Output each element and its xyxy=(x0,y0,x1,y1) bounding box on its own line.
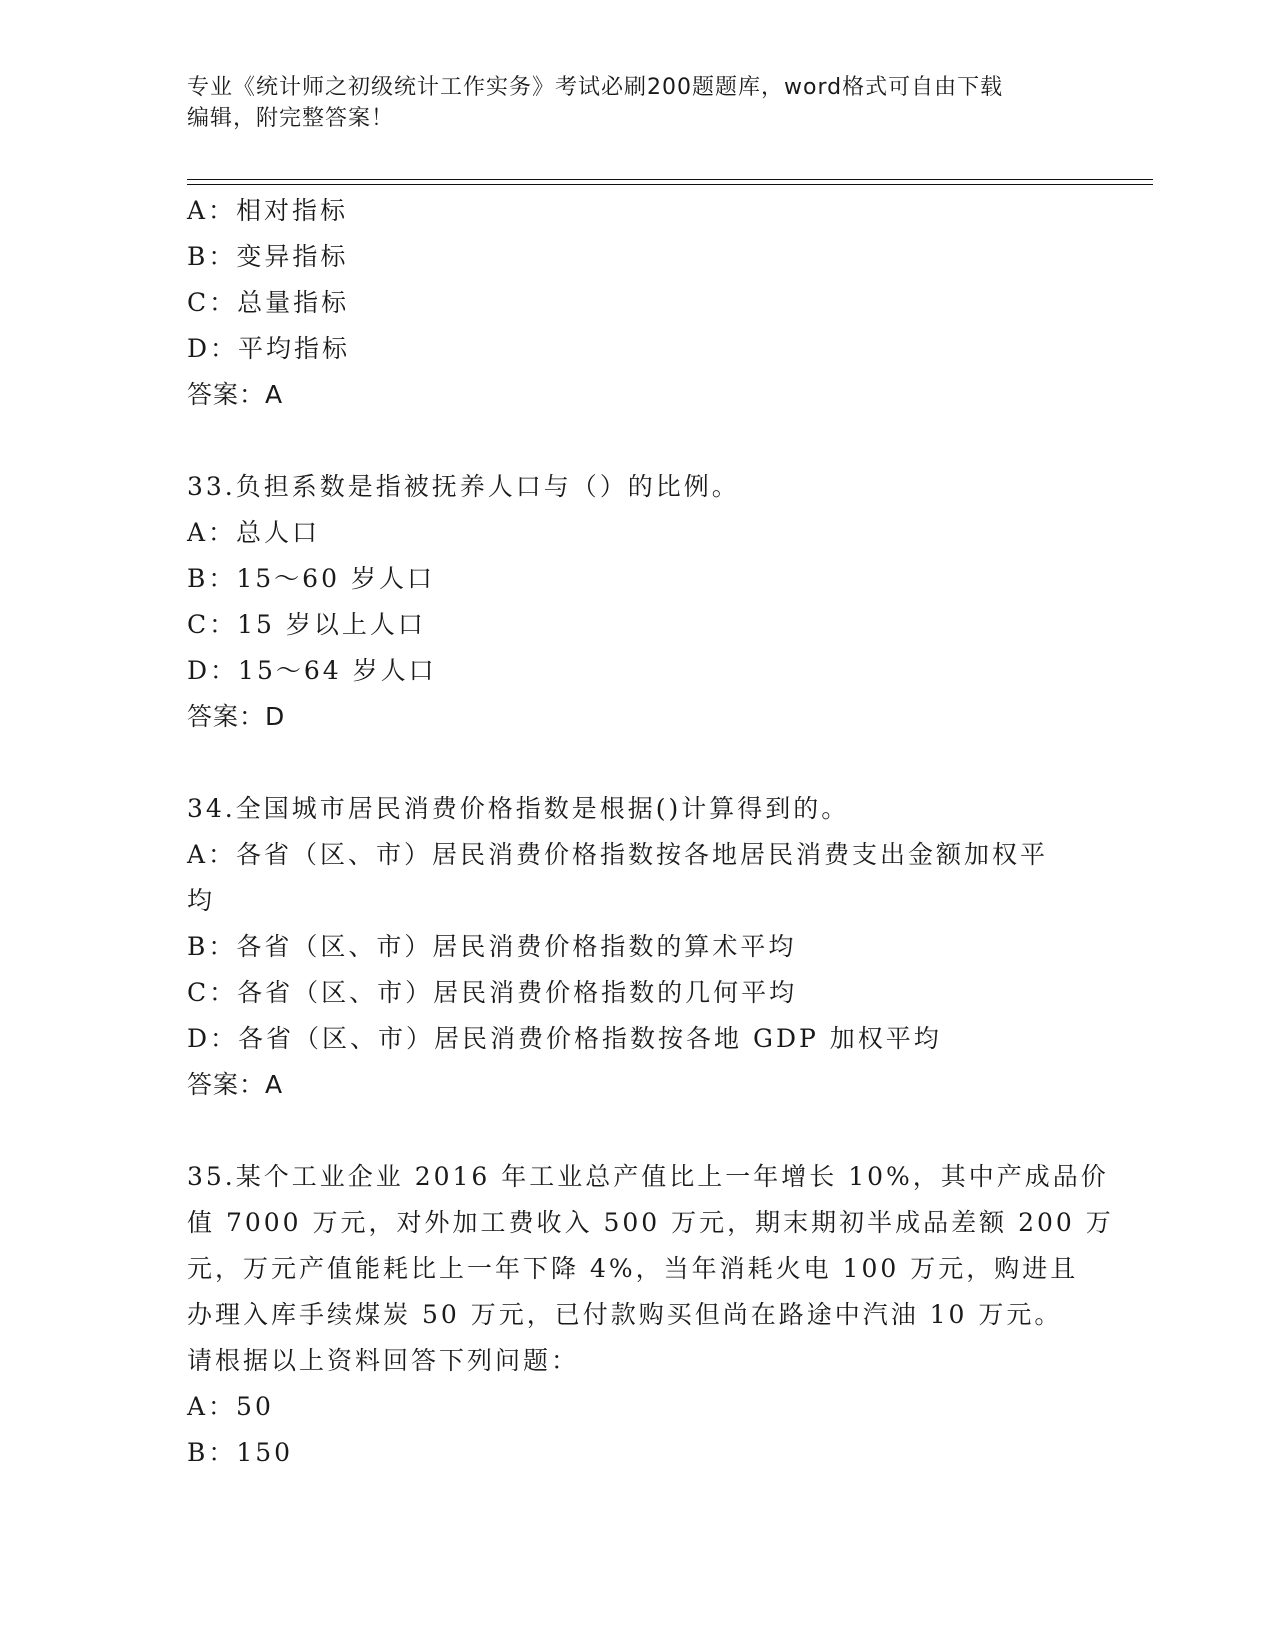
question-text: 33.负担系数是指被抚养人口与（）的比例。 xyxy=(187,472,740,501)
option-d: D：15～64 岁人口 xyxy=(187,656,437,685)
answer: 答案：A xyxy=(187,1070,284,1099)
question-35 xyxy=(187,1154,1114,1476)
option-a: A：总人口 xyxy=(187,518,321,547)
option-a: A：相对指标 xyxy=(187,196,349,225)
option-b: B：各省（区、市）居民消费价格指数的算术平均 xyxy=(187,932,797,961)
option-d: D：平均指标 xyxy=(187,334,351,363)
header-divider-bottom xyxy=(187,184,1153,185)
question-text-line-5: 请根据以上资料回答下列问题： xyxy=(187,1346,580,1375)
option-b: B：15～60 岁人口 xyxy=(187,564,435,593)
header-line-2: 编辑，附完整答案！ xyxy=(187,106,395,131)
question-32 xyxy=(187,188,1087,418)
option-a-line-2: 均 xyxy=(187,886,216,915)
option-b: B：150 xyxy=(187,1438,294,1467)
option-a: A：50 xyxy=(187,1392,274,1421)
option-c: C：15 岁以上人口 xyxy=(187,610,426,639)
document-header xyxy=(187,72,1067,134)
option-d: D：各省（区、市）居民消费价格指数按各地 GDP 加权平均 xyxy=(187,1024,942,1053)
question-list xyxy=(187,188,1114,1476)
option-c: C：各省（区、市）居民消费价格指数的几何平均 xyxy=(187,978,798,1007)
spacer xyxy=(187,740,1087,786)
answer: 答案：D xyxy=(187,702,286,731)
spacer xyxy=(187,418,1087,464)
question-text-line-4: 办理入库手续煤炭 50 万元，已付款购买但尚在路途中汽油 10 万元。 xyxy=(187,1300,1063,1329)
question-34 xyxy=(187,786,1087,1108)
option-a-line-1: A：各省（区、市）居民消费价格指数按各地居民消费支出金额加权平 xyxy=(187,840,1049,869)
header-line-1: 专业《统计师之初级统计工作实务》考试必刷200题题库，word格式可自由下载 xyxy=(187,75,1004,100)
question-text-line-3: 元，万元产值能耗比上一年下降 4%，当年消耗火电 100 万元，购进且 xyxy=(187,1254,1079,1283)
question-text-line-2: 值 7000 万元，对外加工费收入 500 万元，期末期初半成品差额 200 万 xyxy=(187,1208,1114,1237)
question-text-line-1: 35.某个工业企业 2016 年工业总产值比上一年增长 10%，其中产成品价 xyxy=(187,1162,1109,1191)
answer: 答案：A xyxy=(187,380,284,409)
question-33 xyxy=(187,464,1087,740)
option-c: C：总量指标 xyxy=(187,288,350,317)
spacer xyxy=(187,1108,1087,1154)
question-text: 34.全国城市居民消费价格指数是根据()计算得到的。 xyxy=(187,794,850,823)
option-b: B：变异指标 xyxy=(187,242,349,271)
header-divider-top xyxy=(187,179,1153,180)
